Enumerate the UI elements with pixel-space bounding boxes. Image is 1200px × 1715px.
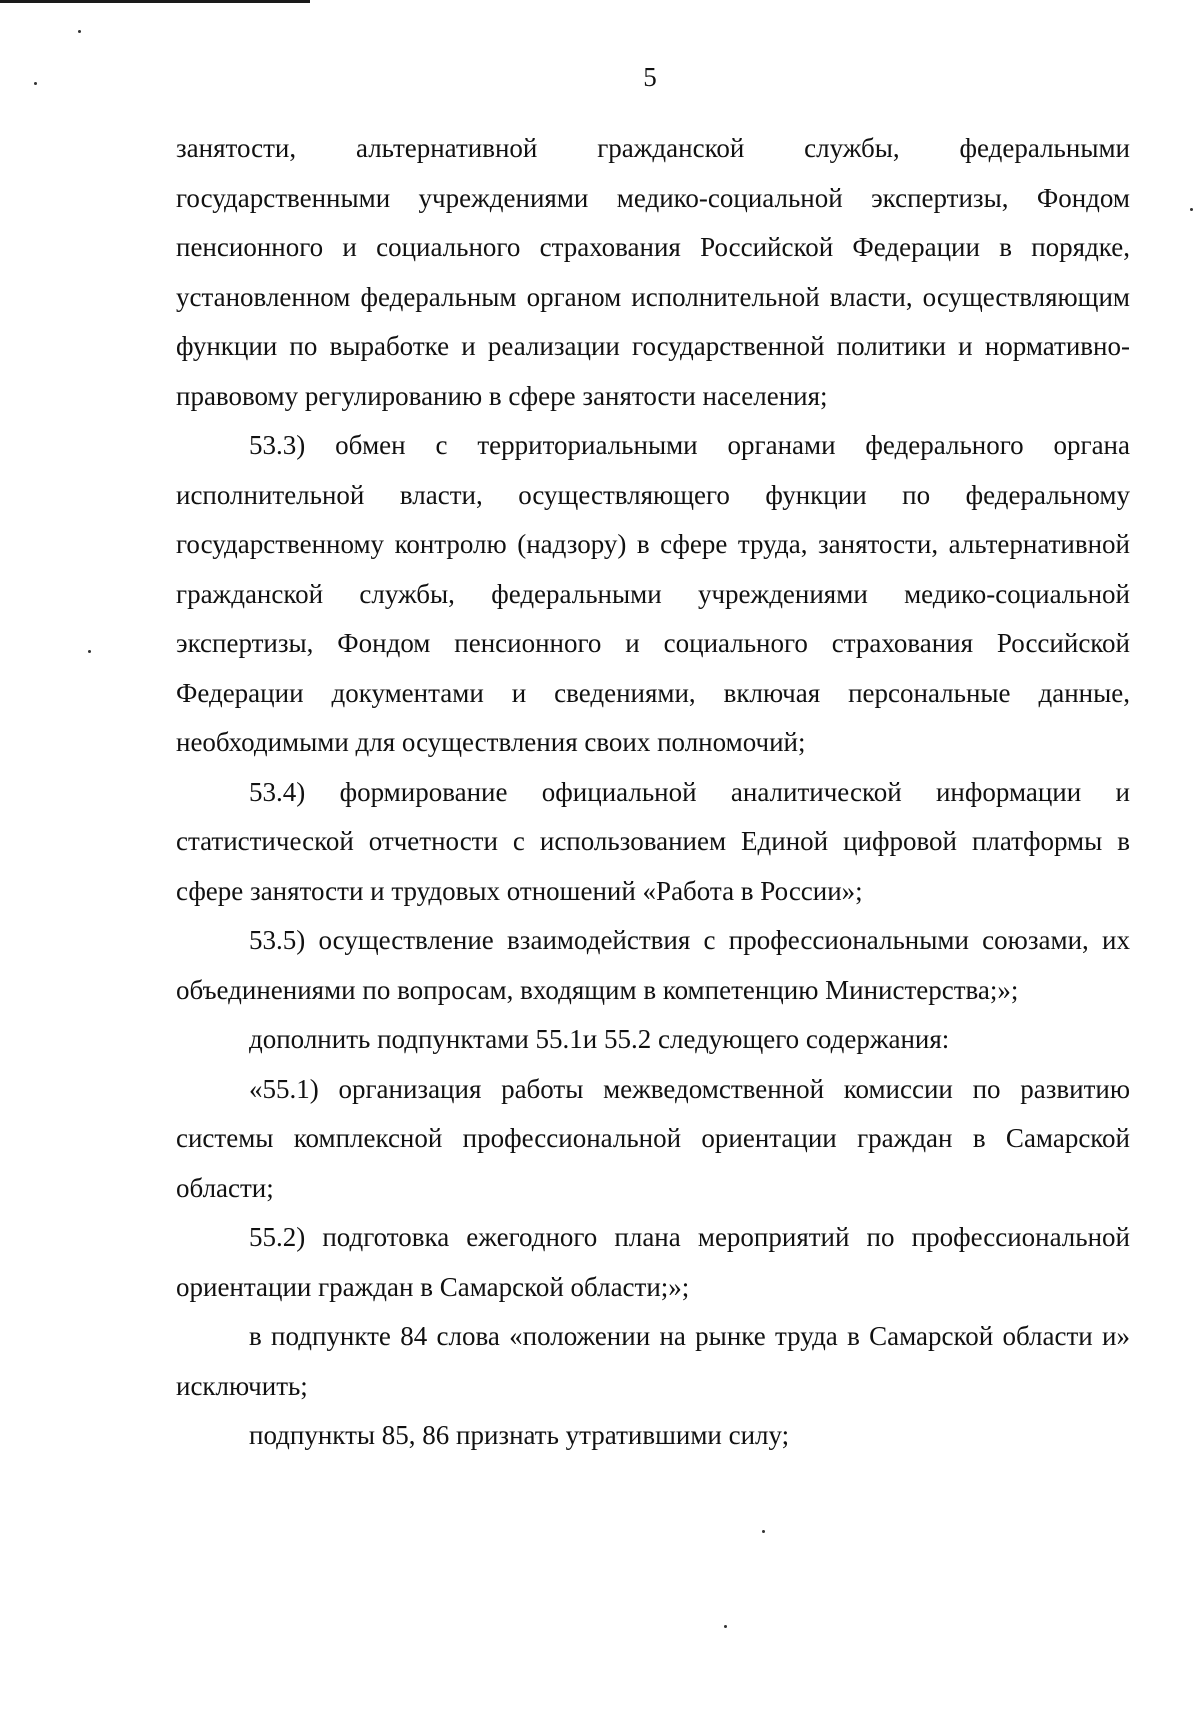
paragraph-continuation: занятости, альтернативной гражданской службы, федеральными государственными учреждениями медико-социальной экспертизы, Фондом пенсионного и социального страхования Российской Федерации в порядке, установленном федеральным органом исполнительной власти, осуществляющим функции по выработке и реализации государственной политики и нормативно-правовому регулированию в сфере занятости населения; <box>176 133 1130 411</box>
paragraph-85-86: подпункты 85, 86 признать утратившими силу; <box>249 1420 790 1450</box>
scan-speck <box>724 1625 727 1628</box>
paragraph-53-5: 53.5) осуществление взаимодействия с профессиональными союзами, их объединениями по вопросам, входящим в компетенцию Министерства;»; <box>176 925 1130 1005</box>
scan-speck <box>78 30 81 33</box>
scan-speck <box>1190 208 1193 211</box>
paragraph-55-1: «55.1) организация работы межведомственной комиссии по развитию системы комплексной профессиональной ориентации граждан в Самарской области; <box>176 1073 1130 1203</box>
document-body <box>176 124 1130 1461</box>
paragraph-53-3: 53.3) обмен с территориальными органами федерального органа исполнительной власти, осуществляющего функции по федеральному государственному контролю (надзору) в сфере труда, занятости, альтернативной гражданской службы, федеральными учреждениями медико-социальной экспертизы, Фондом пенсионного и социального страхования Российской Федерации документами и сведениями, включая персональные данные, необходимыми для осуществления своих полномочий; <box>176 430 1130 757</box>
scan-speck <box>34 82 37 85</box>
paragraph-55-2: 55.2) подготовка ежегодного плана мероприятий по профессиональной ориентации граждан в Самарской области;»; <box>176 1222 1130 1302</box>
scan-speck <box>88 650 91 653</box>
scan-edge-line <box>0 0 310 3</box>
scan-speck <box>762 1530 765 1533</box>
paragraph-84: в подпункте 84 слова «положении на рынке труда в Самарской области и» исключить; <box>176 1321 1130 1401</box>
paragraph-amend-55: дополнить подпунктами 55.1и 55.2 следующего содержания: <box>249 1024 950 1054</box>
page-number: 5 <box>643 62 657 92</box>
paragraph-53-4: 53.4) формирование официальной аналитической информации и статистической отчетности с использованием Единой цифровой платформы в сфере занятости и трудовых отношений «Работа в России»; <box>176 776 1130 906</box>
